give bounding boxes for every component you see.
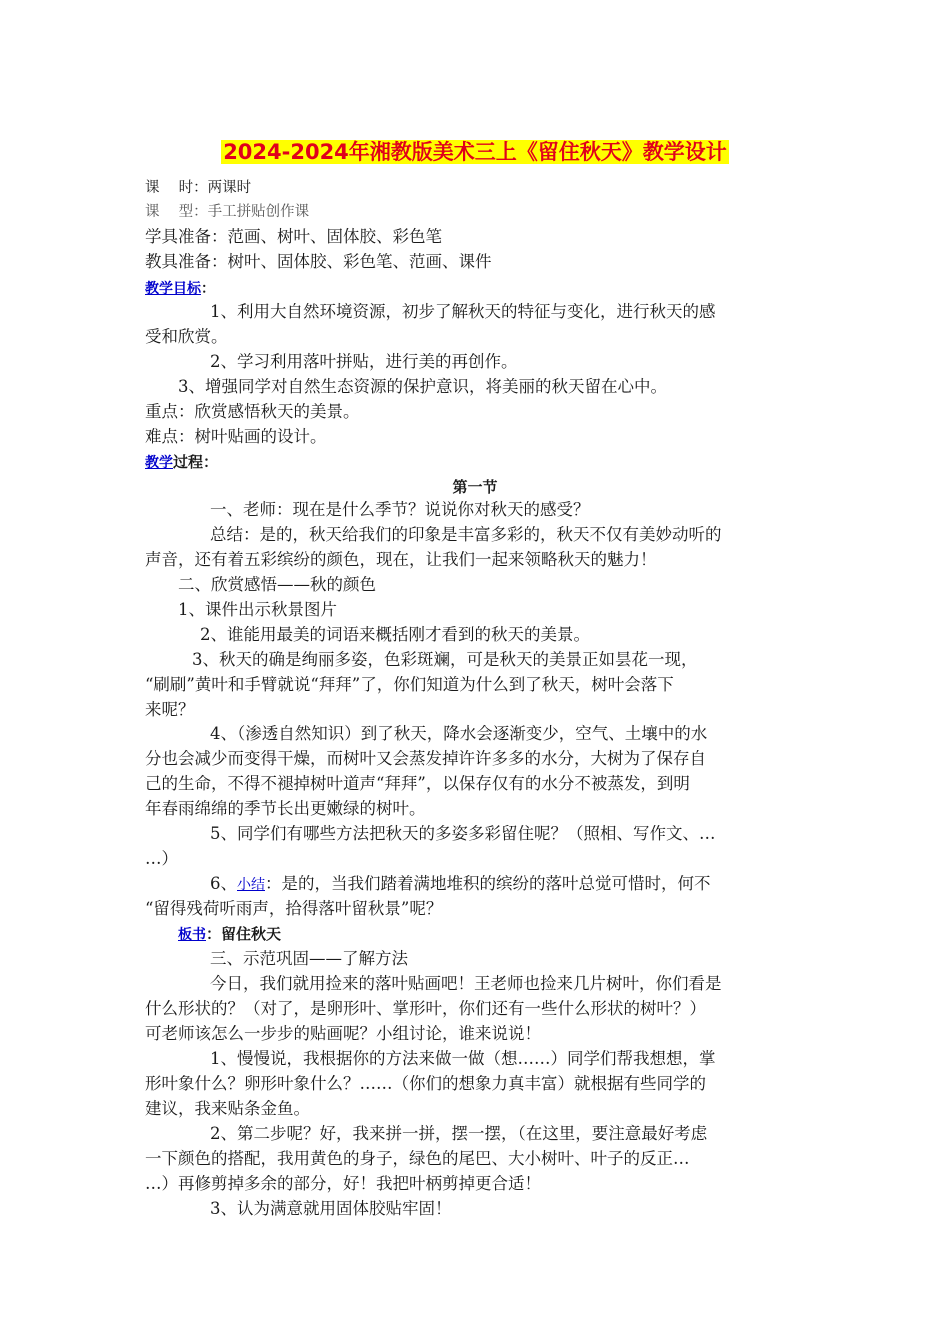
goals-heading — [145, 276, 215, 301]
key-point: 重点：欣赏感悟秋天的美景。 — [145, 402, 360, 421]
demo-step-1-line-2: 形叶象什么？卵形叶象什么？……（你们的想象力真丰富）就根据有些同学的 — [145, 1074, 706, 1093]
demo-step-1-line-3: 建议，我来贴条金鱼。 — [145, 1099, 310, 1118]
step-5-line-1: 5、同学们有哪些方法把秋天的多姿多彩留住呢？（照相、写作文、… — [210, 824, 716, 843]
demo-step-2-line-2: 一下颜色的搭配，我用黄色的身子，绿色的尾巴、大小树叶、叶子的反正… — [145, 1149, 690, 1168]
demo-step-1-line-1: 1、慢慢说，我根据你的方法来做一做（想……）同学们帮我想想，掌 — [210, 1049, 716, 1068]
demo-line-1: 今日，我们就用捡来的落叶贴画吧！王老师也捡来几片树叶，你们看是 — [210, 974, 722, 993]
step-6-text: ：是的，当我们踏着满地堆积的缤纷的落叶总觉可惜时，何不 — [265, 874, 711, 893]
demo-line-2: 什么形状的？（对了，是卵形叶、掌形叶，你们还有一些什么形状的树叶？） — [145, 999, 706, 1018]
goal-1-line-2: 受和欣赏。 — [145, 327, 228, 346]
demo-line-3: 可老师该怎么一步步的贴画呢？小组讨论，谁来说说！ — [145, 1024, 541, 1043]
goals-link[interactable]: 教学目标 — [145, 281, 201, 297]
summary-line-2: 声音，还有着五彩缤纷的颜色，现在，让我们一起来领略秋天的魅力！ — [145, 550, 657, 569]
teacher-materials: 教具准备：树叶、固体胶、彩色笔、范画、课件 — [145, 252, 492, 271]
board-heading — [178, 922, 281, 947]
goals-colon: ： — [201, 281, 215, 297]
section-3-heading: 三、示范巩固——了解方法 — [210, 949, 408, 968]
difficult-point: 难点：树叶贴画的设计。 — [145, 427, 327, 446]
step-4-line-2: 分也会减少而变得干燥，而树叶又会蒸发掉许许多多的水分，大树为了保存自 — [145, 749, 706, 768]
class-period: 课 时：两课时 — [145, 180, 252, 196]
demo-step-2-line-1: 2、第二步呢？好，我来拼一拼，摆一摆，（在这里，要注意最好考虑 — [210, 1124, 708, 1143]
process-heading-rest: 过程： — [173, 453, 219, 471]
summary-link[interactable]: 小结 — [237, 877, 265, 893]
step-4-line-4: 年春雨绵绵的季节长出更嫩绿的树叶。 — [145, 799, 426, 818]
section-1-heading: 第一节 — [452, 478, 498, 496]
demo-step-3: 3、认为满意就用固体胶贴牢固！ — [210, 1199, 452, 1218]
title-text: 2024-2024年湘教版美术三上《留住秋天》教学设计 — [223, 140, 727, 164]
goal-1-line-1: 1、利用大自然环境资源，初步了解秋天的特征与变化，进行秋天的感 — [210, 302, 716, 321]
board-title: ：留住秋天 — [206, 925, 282, 943]
document-title — [0, 136, 950, 166]
section-2-heading: 二、欣赏感悟——秋的颜色 — [178, 575, 376, 594]
step-5-line-2: …） — [145, 849, 178, 868]
step-3-line-2: “刷刷”黄叶和手臂就说“拜拜”了，你们知道为什么到了秋天，树叶会落下 — [145, 675, 674, 694]
step-2: 2、谁能用最美的词语来概括刚才看到的秋天的美景。 — [200, 625, 590, 644]
goal-2: 2、学习利用落叶拼贴，进行美的再创作。 — [210, 352, 518, 371]
paragraph-1: 一、老师：现在是什么季节？说说你对秋天的感受？ — [210, 500, 590, 519]
process-heading — [145, 450, 218, 475]
step-3-line-3: 来呢？ — [145, 700, 195, 719]
student-materials: 学具准备：范画、树叶、固体胶、彩色笔 — [145, 227, 442, 246]
process-link[interactable]: 教学 — [145, 455, 173, 471]
step-6-line-1 — [210, 872, 711, 897]
class-type: 课 型：手工拼贴创作课 — [145, 204, 310, 220]
step-1: 1、课件出示秋景图片 — [178, 600, 337, 619]
board-link[interactable]: 板书 — [178, 927, 206, 943]
demo-step-2-line-3: …）再修剪掉多余的部分，好！我把叶柄剪掉更合适！ — [145, 1174, 541, 1193]
step-3-line-1: 3、秋天的确是绚丽多姿，色彩斑斓，可是秋天的美景正如昙花一现， — [192, 650, 698, 669]
summary-line-1: 总结：是的，秋天给我们的印象是丰富多彩的，秋天不仅有美妙动听的 — [210, 525, 722, 544]
goal-3: 3、增强同学对自然生态资源的保护意识，将美丽的秋天留在心中。 — [178, 377, 667, 396]
step-6-number: 6、 — [210, 874, 237, 893]
step-4-line-1: 4、（渗透自然知识）到了秋天，降水会逐渐变少，空气、土壤中的水 — [210, 724, 708, 743]
step-6-line-2: “留得残荷听雨声，拾得落叶留秋景”呢？ — [145, 899, 443, 918]
step-4-line-3: 己的生命，不得不褪掉树叶道声“拜拜”，以保存仅有的水分不被蒸发，到明 — [145, 774, 690, 793]
